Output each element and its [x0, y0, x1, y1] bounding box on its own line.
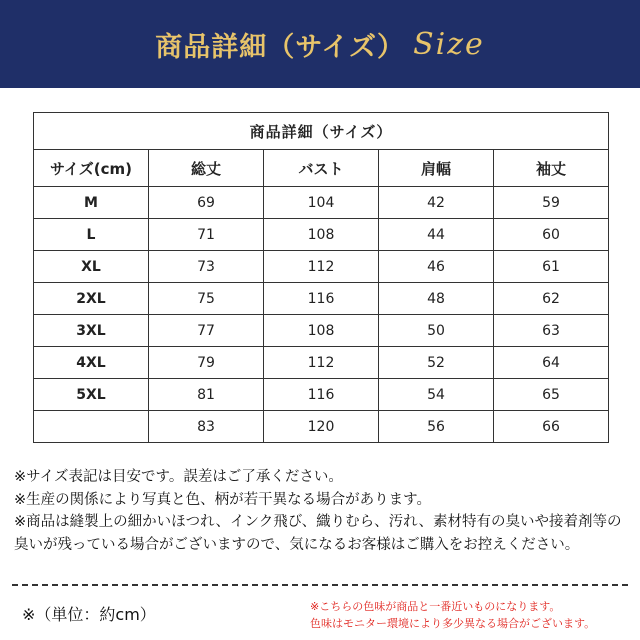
- size-label: L: [34, 219, 149, 251]
- header-shoulder: 肩幅: [379, 150, 494, 187]
- unit-note: ※（単位：約cm）: [22, 605, 156, 624]
- size-table-container: [33, 112, 608, 443]
- note-color-difference: ※生産の関係により写真と色、柄が若干異なる場合があります。: [14, 491, 431, 508]
- length-value: 71: [149, 219, 264, 251]
- length-value: 79: [149, 347, 264, 379]
- sleeve-value: 62: [494, 283, 609, 315]
- note-sewing-quality: ※商品は縫製上の細かいほつれ、インク飛び、織りむら、汚れ、素材特有の臭いや接着剤等の臭いが残っている場合がございますので、気になるお客様はご購入をお控えください。: [14, 514, 622, 553]
- color-warning-note: [310, 598, 630, 632]
- sleeve-value: 63: [494, 315, 609, 347]
- size-label: 5XL: [34, 379, 149, 411]
- dashed-divider: [12, 584, 628, 586]
- note-size-guide: ※サイズ表記は目安です。誤差はご了承ください。: [14, 469, 343, 485]
- sleeve-value: 59: [494, 187, 609, 219]
- length-value: 69: [149, 187, 264, 219]
- table-row: [34, 187, 609, 219]
- length-value: 77: [149, 315, 264, 347]
- table-row: [34, 379, 609, 411]
- banner-script-label: Size: [413, 26, 485, 62]
- sleeve-value: 61: [494, 251, 609, 283]
- shoulder-value: 42: [379, 187, 494, 219]
- table-caption: 商品詳細（サイズ）: [34, 113, 609, 150]
- bust-value: 104: [264, 187, 379, 219]
- table-row: [34, 219, 609, 251]
- shoulder-value: 44: [379, 219, 494, 251]
- table-row: [34, 251, 609, 283]
- length-value: 83: [149, 411, 264, 443]
- bust-value: 112: [264, 251, 379, 283]
- header-length: 総丈: [149, 150, 264, 187]
- header-bust: バスト: [264, 150, 379, 187]
- table-row: [34, 411, 609, 443]
- banner-title: 商品詳細（サイズ）: [155, 31, 406, 63]
- header-banner: [0, 0, 640, 88]
- size-table: [33, 112, 609, 443]
- size-label: 4XL: [34, 347, 149, 379]
- table-caption-row: [34, 113, 609, 150]
- sleeve-value: 60: [494, 219, 609, 251]
- sleeve-value: 66: [494, 411, 609, 443]
- sleeve-value: 65: [494, 379, 609, 411]
- shoulder-value: 48: [379, 283, 494, 315]
- header-sleeve: 袖丈: [494, 150, 609, 187]
- bust-value: 116: [264, 283, 379, 315]
- table-header-row: [34, 150, 609, 187]
- bust-value: 112: [264, 347, 379, 379]
- header-size: サイズ(cm): [34, 150, 149, 187]
- color-note-line: ※こちらの色味が商品と一番近いものになります。: [310, 600, 561, 613]
- size-label: [34, 411, 149, 443]
- shoulder-value: 54: [379, 379, 494, 411]
- bust-value: 108: [264, 315, 379, 347]
- shoulder-value: 50: [379, 315, 494, 347]
- length-value: 75: [149, 283, 264, 315]
- bust-value: 120: [264, 411, 379, 443]
- size-label: 2XL: [34, 283, 149, 315]
- shoulder-value: 52: [379, 347, 494, 379]
- size-label: M: [34, 187, 149, 219]
- table-row: [34, 347, 609, 379]
- bust-value: 116: [264, 379, 379, 411]
- length-value: 81: [149, 379, 264, 411]
- table-row: [34, 283, 609, 315]
- shoulder-value: 56: [379, 411, 494, 443]
- sleeve-value: 64: [494, 347, 609, 379]
- bust-value: 108: [264, 219, 379, 251]
- color-note-line: 色味はモニター環境により多少異なる場合がございます。: [310, 617, 596, 630]
- table-row: [34, 315, 609, 347]
- notes-section: [14, 466, 630, 556]
- shoulder-value: 46: [379, 251, 494, 283]
- size-label: XL: [34, 251, 149, 283]
- size-label: 3XL: [34, 315, 149, 347]
- length-value: 73: [149, 251, 264, 283]
